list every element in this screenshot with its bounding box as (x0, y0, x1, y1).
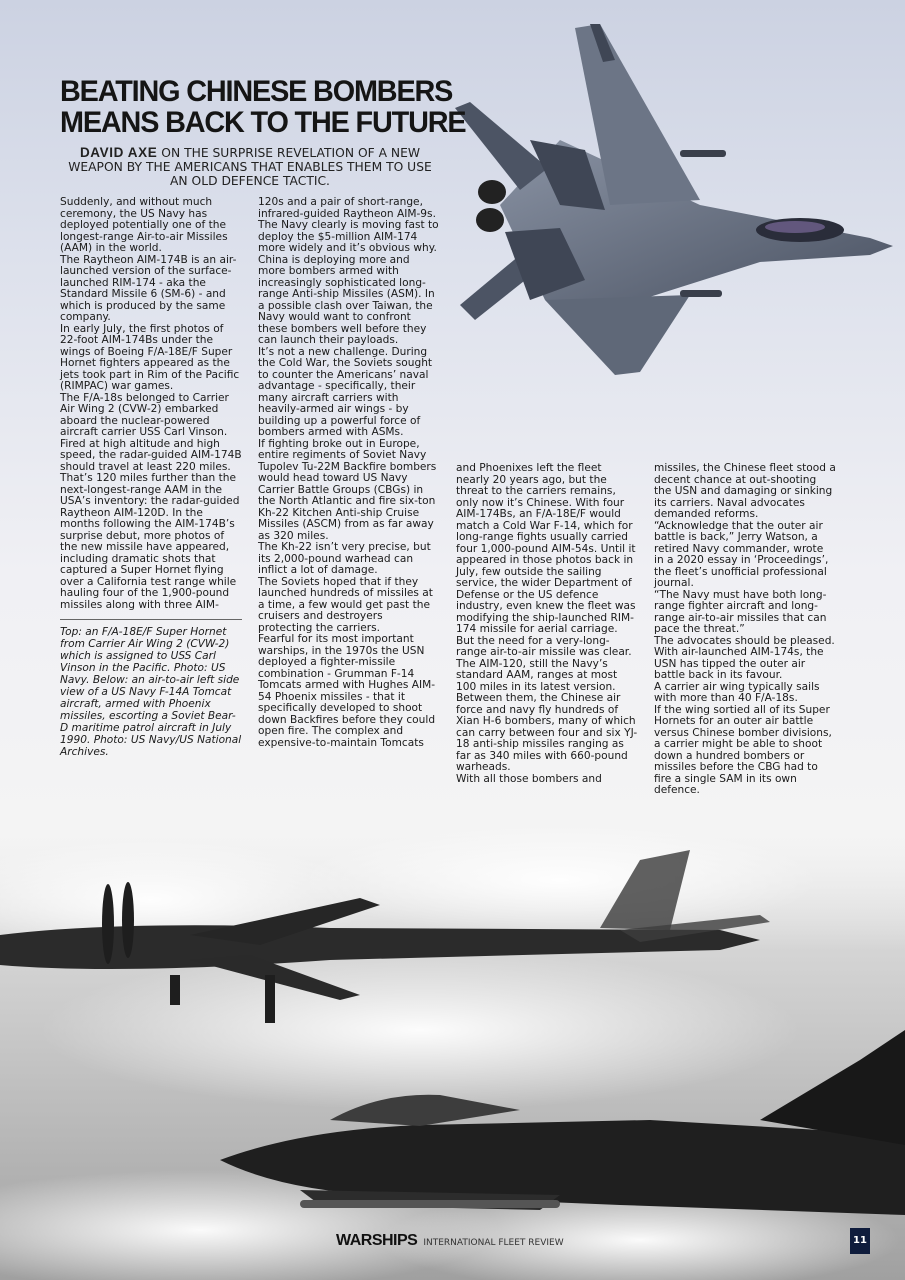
paragraph: 120s and a pair of short-range, infrared-guided Raytheon AIM-9s. The Navy clearly is moving fast to deploy the $5-million AIM-174 more widely and it’s obvious why. (258, 196, 439, 254)
magazine-logo: WARSHIPS (336, 1232, 418, 1249)
magazine-subtitle: INTERNATIONAL FLEET REVIEW (423, 1238, 564, 1248)
page-number: 11 (850, 1228, 870, 1254)
photo-caption: Top: an F/A-18E/F Super Hornet from Carrier Air Wing 2 (CVW-2) which is assigned to USS Carl Vinson in the Pacific. Photo: US Navy. Below: an air-to-air left side view of a US Navy F-14A Tomcat aircraft, armed with Phoenix missiles, escorting a Soviet Bear-D maritime patrol aircraft in July 1990. Photo: US Navy/US National Archives. (60, 626, 242, 758)
paragraph: “Acknowledge that the outer air battle is back,” Jerry Watson, a retired Navy commander, wrote in a 2020 essay in ‘Proceedings’, the fleet’s unofficial professional journal. (654, 519, 829, 589)
super-hornet-photo (455, 24, 893, 375)
magazine-footer (336, 1232, 564, 1250)
paragraph: But the need for a very-long-range air-to-air missile was clear. The AIM-120, still the Navy’s standard AAM, ranges at most 100 miles in its latest version. (456, 634, 632, 693)
paragraph: A carrier air wing typically sails with more than 40 F/A-18s. (654, 680, 820, 704)
headline-line-1: BEATING CHINESE BOMBERS (60, 75, 453, 108)
text-column-3 (456, 463, 638, 785)
paragraph: The Raytheon AIM-174B is an air-launched version of the surface-launched RIM-174 - aka the Standard Missile 6 (SM-6) - and which is produced by the same company. (60, 253, 237, 323)
paragraph: and Phoenixes left the fleet nearly 20 years ago, but the threat to the carriers remains, only now it’s Chinese. With four AIM-174Bs, an F/A-18E/F would match a Cold War F-14, which for long-range fights usually carried four 1,000-pound AIM-54s. Until it appeared in those photos back in July, few outside the sailing service, the wider Department of Defense or the US defence industry, even knew the fleet was modifying the ship-launched RIM-174 missile for aerial carriage. (456, 462, 636, 635)
author-name: DAVID AXE (79, 145, 158, 160)
paragraph: Suddenly, and without much ceremony, the US Navy has deployed potentially one of the longest-range Air-to-air Missiles (AAM) in the world. (60, 196, 228, 254)
paragraph: It’s not a new challenge. During the Cold War, the Soviets sought to counter the Americans’ naval advantage - specifically, their many aircraft carriers with heavily-armed air wings - by building up a powerful force of bombers armed with ASMs. (258, 345, 433, 438)
headline-line-2: MEANS BACK TO THE FUTURE (60, 106, 466, 139)
paragraph: The advocates should be pleased. With air-launched AIM-174s, the USN has tipped the outer air battle back in its favour. (654, 634, 835, 681)
caption-divider (60, 619, 242, 620)
paragraph: If the wing sortied all of its Super Hornets for an outer air battle versus Chinese bomber divisions, a carrier might be able to shoot down a hundred bombers or missiles before the CBG had to fire a single SAM in its own defence. (654, 703, 832, 796)
paragraph: With all those bombers and (456, 772, 602, 785)
paragraph: China is deploying more and more bombers armed with increasingly sophisticated long-range Anti-ship Missiles (ASM). In a possible clash over Taiwan, the Navy would want to confront these bombers well before they can launch their payloads. (258, 253, 435, 346)
standfirst (60, 146, 440, 188)
text-column-2 (258, 197, 440, 749)
text-column-1 (60, 197, 242, 758)
paragraph: The F/A-18s belonged to Carrier Air Wing 2 (CVW-2) embarked aboard the nuclear-powered aircraft carrier USS Carl Vinson. Fired at high altitude and high speed, the radar-guided AIM-174B should travel at least 220 miles. That’s 120 miles further than the next-longest-range AAM in the USA’s inventory: the radar-guided Raytheon AIM-120D. In the months following the AIM-174B’s surprise debut, more photos of the new missile have appeared, including dramatic shots that captured a Super Hornet flying over a California test range while hauling four of the 1,900-pound missiles along with three AIM- (60, 391, 242, 611)
paragraph: The Soviets hoped that if they launched hundreds of missiles at a time, a few would get past the cruisers and destroyers protecting the carriers. (258, 575, 433, 634)
paragraph: If fighting broke out in Europe, entire regiments of Soviet Navy Tupolev Tu-22M Backfire bombers would head toward US Navy Carrier Battle Groups (CBGs) in the North Atlantic and fire six-ton Kh-22 Kitchen Anti-ship Cruise Missiles (ASCM) from as far away as 320 miles. (258, 437, 437, 542)
paragraph: “The Navy must have both long-range fighter aircraft and long-range air-to-air missiles that can pace the threat.” (654, 588, 827, 635)
paragraph: The Kh-22 isn’t very precise, but its 2,000-pound warhead can inflict a lot of damage. (258, 541, 431, 576)
paragraph: Between them, the Chinese air force and navy fly hundreds of Xian H-6 bombers, many of which can carry between four and six YJ-18 anti-ship missiles ranging as far as 340 miles with 660-pound warheads. (456, 692, 638, 773)
paragraph: In early July, the first photos of 22-foot AIM-174Bs under the wings of Boeing F/A-18E/F Super Hornet fighters appeared as the jets took part in Rim of the Pacific (RIMPAC) war games. (60, 322, 240, 392)
paragraph: missiles, the Chinese fleet stood a decent chance at out-shooting the USN and damaging or sinking its carriers. Naval advocates demanded reforms. (654, 462, 836, 520)
headline (60, 75, 466, 139)
standfirst-text: ON THE SURPRISE REVELATION OF A NEW WEAPON BY THE AMERICANS THAT ENABLES THEM TO USE AN OLD DEFENCE TACTIC. (68, 146, 432, 188)
paragraph: Fearful for its most important warships, in the 1970s the USN deployed a fighter-missile combination - Grumman F-14 Tomcats armed with Hughes AIM-54 Phoenix missiles - that it specifically developed to shoot down Backfires before they could open fire. The complex and expensive-to-maintain Tomcats (258, 633, 436, 749)
text-column-4 (654, 463, 836, 797)
